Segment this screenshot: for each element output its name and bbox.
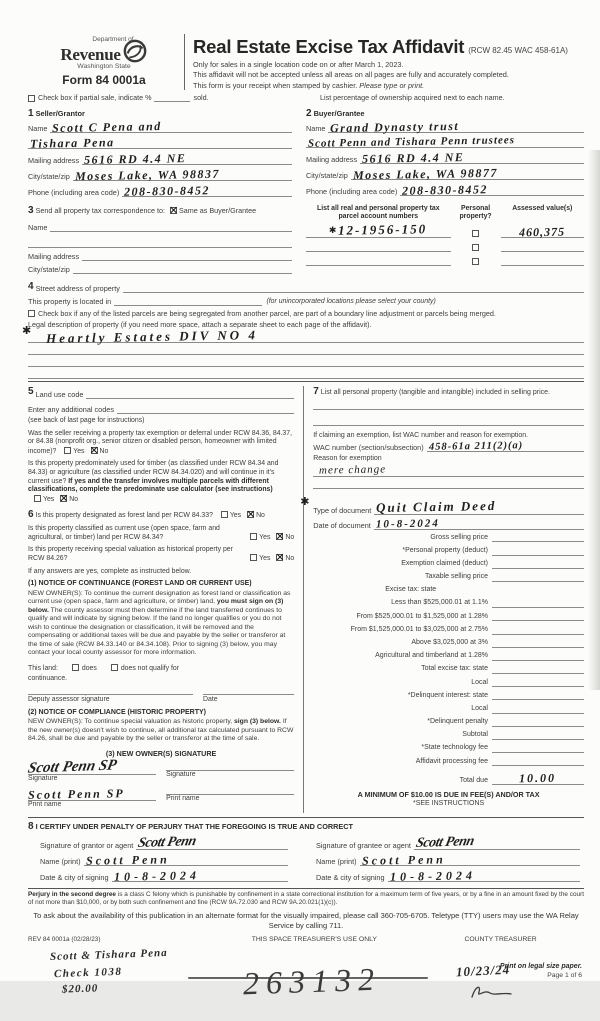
fee-field-exemption[interactable] <box>492 560 584 569</box>
buyer-city-label: City/state/zip <box>306 171 348 181</box>
question-exemption-deferral: Was the seller receiving a property tax exemption or deferral under RCW 84.36, 84.37, or 84.38 (nonprofit org., senior citizen or disabled person, homeowner with limited income)? Yes ✕ No <box>28 430 294 457</box>
fee-field-total-state[interactable] <box>492 665 584 674</box>
fee-field-gross[interactable] <box>492 533 584 542</box>
parcel-number-field-2[interactable] <box>306 242 451 252</box>
deputy-signature-field[interactable]: Deputy assessor signature <box>28 694 193 705</box>
type-of-document-label: Type of document <box>313 505 372 515</box>
buyer-mailing-field[interactable] <box>360 150 584 167</box>
personal-property-checkbox-2[interactable] <box>472 244 479 251</box>
land-use-label: Land use code <box>35 389 84 399</box>
partial-sale-checkbox[interactable] <box>28 95 35 102</box>
owner2-printname-label: Print name <box>166 794 200 802</box>
fee-label: Affidavit processing fee <box>415 757 488 765</box>
scan-edge-artifact <box>588 150 600 690</box>
same-as-buyer-checkbox[interactable] <box>170 207 177 214</box>
fee-label: *Personal property (deduct) <box>402 546 488 554</box>
parcel-col1-header: List all real and personal property tax parcel account numbers <box>317 205 440 221</box>
ownership-percentage-note: List percentage of ownership acquired next to each name. <box>320 92 505 102</box>
treasurer-signature <box>468 983 514 1001</box>
total-due-value: 10.00 <box>519 770 557 785</box>
minimum-due-note: A MINIMUM OF $10.00 IS DUE IN FEE(S) AND/OR TAX <box>357 789 540 799</box>
seller-phone-field[interactable] <box>122 183 292 200</box>
corr-city-label: City/state/zip <box>28 264 70 274</box>
legal-star-mark: ✱ <box>22 325 32 338</box>
assessed-value-field-3[interactable] <box>501 256 584 266</box>
grantee-name-field[interactable] <box>360 852 580 869</box>
same-as-buyer-label: Same as Buyer/Grantee <box>179 206 257 216</box>
exemption-intro: If claiming an exemption, list WAC number and reason for exemption. <box>313 431 529 439</box>
fee-label: Above $3,025,000 at 3% <box>411 638 488 646</box>
personal-property-line-2[interactable] <box>313 418 584 426</box>
date-of-document-field[interactable] <box>374 518 584 531</box>
deputy-date-field[interactable]: Date <box>203 694 294 705</box>
section1-number: 1 <box>28 107 34 119</box>
section5-number: 5 <box>28 386 34 398</box>
header-instruction-1: Only for sales in a single location code on or after March 1, 2023. <box>193 59 404 69</box>
grantor-signature-value: Scott Penn <box>136 834 198 852</box>
fee-label: *Delinquent interest: state <box>407 691 488 699</box>
corr-name-label: Name <box>28 222 48 232</box>
fee-label: *Delinquent penalty <box>427 718 488 726</box>
corr-mailing-field[interactable] <box>82 251 292 261</box>
section-certification <box>28 817 584 886</box>
legal-blank-line-2[interactable] <box>28 359 584 367</box>
seller-heading: Seller/Grantor <box>35 108 85 118</box>
fee-label: Total due <box>459 776 488 784</box>
parcel-row <box>306 242 584 252</box>
section-buyer <box>306 108 584 201</box>
fee-label: Local <box>471 678 488 686</box>
agency-block <box>28 34 180 90</box>
fee-field-personal[interactable] <box>492 547 584 556</box>
buyer-mailing-value: 5616 RD 4.4 NE <box>361 150 465 167</box>
left-column <box>28 386 303 812</box>
continuance-row: This land: does does not qualify for <box>28 664 180 672</box>
section4-number: 4 <box>28 280 34 292</box>
dor-logo-icon <box>122 38 148 64</box>
question-current-use: Is this property classified as current use (open space, farm and agricultural, or timber) land per RCW 84.34? Yes ✕ No <box>28 525 294 542</box>
historical-yes-checkbox[interactable] <box>250 554 257 561</box>
current-use-no-checkbox[interactable] <box>276 533 283 540</box>
section6-number: 6 <box>28 508 34 520</box>
fee-label: Total excise tax: state <box>421 665 488 673</box>
fee-field-processing[interactable] <box>492 757 584 766</box>
header-instruction-2: This affidavit will not be accepted unless all areas on all pages are fully and accurately completed. <box>193 70 509 80</box>
header-instruction-3: This form is your receipt when stamped by cashier. Please type or print. <box>193 80 425 90</box>
seller-phone-value: 208-830-8452 <box>124 183 211 200</box>
correspondence-label: Send all property tax correspondence to: <box>35 206 166 216</box>
partial-sold-label: sold. <box>193 92 209 102</box>
corr-city-field[interactable] <box>73 264 292 274</box>
assessed-value-field-2[interactable] <box>501 242 584 252</box>
owner-printname-value: Scott Penn SP <box>27 785 125 802</box>
new-owner-signature-title: (3) NEW OWNER(S) SIGNATURE <box>105 748 217 758</box>
grantor-date-field[interactable] <box>112 868 288 885</box>
fee-field-local1[interactable] <box>492 678 584 687</box>
grantee-signature-value: Scott Penn <box>414 834 476 852</box>
county-treasurer-label: COUNTY TREASURER <box>464 936 537 944</box>
does-not-checkbox[interactable] <box>111 664 118 671</box>
seller-mailing-field[interactable] <box>82 151 292 168</box>
buyer-name2-field[interactable] <box>306 134 584 151</box>
street-address-label: Street address of property <box>35 284 120 294</box>
page-indicator: Page 1 of 6 <box>547 972 582 980</box>
seller-name-value: Scott C Pena and <box>52 119 163 136</box>
located-label: This property is located in <box>28 297 112 307</box>
see-instructions-note: *SEE INSTRUCTIONS <box>413 799 485 807</box>
treasurer-date: 10/23/24 <box>455 961 511 979</box>
header <box>28 34 584 90</box>
parcel-number-field-3[interactable] <box>306 256 451 266</box>
located-field[interactable] <box>114 296 262 306</box>
perjury-statement: Perjury in the second degree is a class C felony which is punishable by confinement in a state correctional institution for a maximum term of five years, or by a fine in an amount fixed by the court of not more than $10,000, or by both such confinement and fine (RCW 9A.72.030 and RCW 9A.20.021(1)(c)). <box>28 888 584 907</box>
buyer-name-label: Name <box>306 124 326 134</box>
fee-field-rate1[interactable] <box>492 599 584 608</box>
fee-label: From $1,525,000.01 to $3,025,000 at 2.75% <box>350 625 488 633</box>
corr-extra-field[interactable] <box>28 238 292 248</box>
fee-field-delinq-int[interactable] <box>492 691 584 700</box>
grantee-sig-label: Signature of grantee or agent <box>316 841 411 851</box>
answers-yes-note: If any answers are yes, complete as instructed below. <box>28 567 192 575</box>
seller-phone-label: Phone (including area code) <box>28 188 120 198</box>
seller-city-label: City/state/zip <box>28 172 70 182</box>
fee-label: Subtotal <box>462 731 488 739</box>
fee-field-rate2[interactable] <box>492 612 584 621</box>
grantor-name-value: Scott Penn <box>85 852 170 869</box>
treasurer-note-amount: $20.00 <box>61 981 99 996</box>
owner-signature-label: Signature <box>28 774 58 782</box>
grantor-sig-label: Signature of grantor or agent <box>40 841 134 851</box>
section-correspondence <box>28 205 306 277</box>
receipt-number-stamp: 263132 <box>242 960 382 1001</box>
question-historical: Is this property receiving special valuation as historical property per RCW 84.26? Yes ✕ No <box>28 546 294 563</box>
new-owner-signature-grid <box>28 759 294 813</box>
reason-value: mere change <box>319 463 387 477</box>
owner-signature-value: Scott Penn SP <box>26 757 119 777</box>
section7-number: 7 <box>313 386 319 398</box>
certify-statement: I CERTIFY UNDER PENALTY OF PERJURY THAT THE FOREGOING IS TRUE AND CORRECT <box>35 821 353 831</box>
treasurer-note-check: Check 1038 <box>53 965 123 980</box>
section-property <box>22 280 584 380</box>
exemption-no-checkbox[interactable] <box>91 447 98 454</box>
seller-name2-field[interactable] <box>28 135 292 152</box>
additional-codes-label: Enter any additional codes <box>28 404 114 414</box>
buyer-city-value: Moses Lake, WA 98877 <box>352 166 498 183</box>
reason-label: Reason for exemption <box>313 455 382 463</box>
type-of-document-field[interactable] <box>374 499 584 515</box>
header-divider <box>184 34 185 90</box>
grantee-name-label: Name (print) <box>316 857 357 867</box>
personal-property-line-1[interactable] <box>313 402 584 410</box>
assessed-value-field[interactable] <box>501 225 584 238</box>
buyer-phone-value: 208-830-8452 <box>402 182 489 199</box>
owner-printname-field[interactable] <box>28 787 156 802</box>
section3-number: 3 <box>28 205 34 217</box>
excise-tax-header: Excise tax: state <box>385 586 437 594</box>
this-land-label: This land: <box>28 664 58 672</box>
current-use-yes-checkbox[interactable] <box>250 533 257 540</box>
corr-mailing-label: Mailing address <box>28 251 80 261</box>
buyer-heading: Buyer/Grantee <box>313 108 365 118</box>
notice1-body: NEW OWNER(S): To continue the current designation as forest land or classification as current use (open space, farm and agriculture, or timber) land, you must sign on (3) below. The county assessor must then determine if the land transferred continues to qualify and will indicate by signing below. If the land no longer qualifies or you do not wish to continue the designation or classification, it will be removed and the compensating or additional taxes will be due and payable by the seller or transferor at the time of sale (RCW 84.33.140 or 84.34.108). Prior to signing (3) below, you may contact your local county assessor for more information. <box>28 589 291 657</box>
grantor-signature-field[interactable] <box>136 835 288 850</box>
date-of-document-label: Date of document <box>313 521 371 531</box>
fee-label: Less than $525,000.01 at 1.1% <box>391 599 488 607</box>
buyer-name2-value: Scott Penn and Tishara Penn trustees <box>307 134 516 151</box>
agency-small-label: Department of <box>92 36 134 43</box>
rev-number: REV 84 0001a (02/28/23) <box>28 936 101 944</box>
fee-label: Gross selling price <box>430 533 488 541</box>
fee-field-total-due[interactable] <box>492 771 584 786</box>
partial-sale-row <box>28 93 584 102</box>
partial-percent-field[interactable] <box>154 93 190 102</box>
buyer-mailing-label: Mailing address <box>306 155 358 165</box>
agency-sub-label: Washington State <box>77 63 131 71</box>
deputy-row <box>28 694 294 705</box>
notice1-title: (1) NOTICE OF CONTINUANCE (FOREST LAND OR CURRENT USE) <box>28 580 252 588</box>
street-address-field[interactable] <box>123 283 584 293</box>
type-star-mark: ✱ <box>300 495 310 508</box>
buyer-city-field[interactable] <box>351 166 584 183</box>
fee-label: From $525,000.01 to $1,525,000 at 1.28% <box>356 612 488 620</box>
notice2-title: (2) NOTICE OF COMPLIANCE (HISTORIC PROPERTY) <box>28 708 206 716</box>
segregated-label: Check box if any of the listed parcels are being segregated from another parcel, are part of a boundary line adjustment or parcels being merged. <box>38 309 496 319</box>
section2-number: 2 <box>306 107 312 119</box>
parcel-col2-header: Personal property? <box>459 205 492 221</box>
fee-field-taxable[interactable] <box>492 573 584 582</box>
fee-label: Agricultural and timberland at 1.28% <box>375 652 488 660</box>
grantee-signature-field[interactable] <box>414 835 580 850</box>
fee-label: *State technology fee <box>421 744 488 752</box>
grantee-date-label: Date & city of signing <box>316 873 385 883</box>
grantor-date-label: Date & city of signing <box>40 873 109 883</box>
land-use-field[interactable] <box>86 389 294 399</box>
fee-label: Exemption claimed (deduct) <box>401 560 488 568</box>
grantor-name-label: Name (print) <box>40 857 81 867</box>
print-legal-note: Print on legal size paper. <box>499 962 582 970</box>
predominate-no-checkbox[interactable] <box>60 495 67 502</box>
footer-row <box>28 936 584 944</box>
treasurer-space-label: THIS SPACE TREASURER'S USE ONLY <box>251 936 377 944</box>
fee-field-local2[interactable] <box>492 705 584 714</box>
owner-signature-field[interactable] <box>28 759 156 775</box>
parcel-row <box>306 256 584 266</box>
parcel-number-field[interactable] <box>306 222 451 237</box>
legal-blank-line-3[interactable] <box>28 371 584 379</box>
parcel-table <box>306 205 584 277</box>
fee-field-rate3[interactable] <box>492 626 584 635</box>
seller-mailing-label: Mailing address <box>28 156 80 166</box>
buyer-name-value: Grand Dynasty trust <box>330 119 460 136</box>
seller-name-label: Name <box>28 124 48 134</box>
personal-property-checkbox-3[interactable] <box>472 258 479 265</box>
parcel-row <box>306 222 584 237</box>
section7-label-row: 7 List all personal property (tangible and intangible) included in selling price. <box>313 386 550 398</box>
corr-name-field[interactable] <box>50 222 292 232</box>
seller-name-field[interactable] <box>50 119 292 136</box>
located-field-2[interactable] <box>436 296 584 306</box>
grantee-date-value: 10-8-2024 <box>389 868 476 885</box>
forest-no-checkbox[interactable] <box>247 511 254 518</box>
legal-description-label: Legal description of property (if you need more space, attach a separate sheet to each page of the affidavit). <box>28 320 372 330</box>
form-number: Form 84 0001a <box>62 72 146 87</box>
seller-city-field[interactable] <box>73 167 292 184</box>
seller-name2-value: Tishara Pena <box>29 135 115 152</box>
notice2-body: NEW OWNER(S): To continue special valuation as historic property, sign (3) below. If the new owner(s) doesn't wish to continue, all additional tax calculated pursuant to RCW 84.26, shall be due and payable by the seller or transferor at the time of sale. <box>28 718 294 743</box>
fee-field-rate4[interactable] <box>492 639 584 648</box>
owner2-signature-label: Signature <box>166 770 196 778</box>
section8-number: 8 <box>28 820 34 832</box>
fee-field-agtimber[interactable] <box>492 652 584 661</box>
fee-label: Local <box>471 704 488 712</box>
wac-value: 458-61a 211(2)(a) <box>428 439 524 453</box>
grantee-date-field[interactable] <box>388 868 580 885</box>
grantee-name-value: Scott Penn <box>361 852 446 869</box>
fee-field-tech[interactable] <box>492 744 584 753</box>
assessed-value: 460,375 <box>519 224 566 239</box>
fee-field-delinq-pen[interactable] <box>492 718 584 727</box>
does-checkbox[interactable] <box>72 664 79 671</box>
additional-codes-note: (see back of last page for instructions) <box>28 416 145 424</box>
partial-sale-label: Check box if partial sale, indicate % <box>38 92 152 102</box>
buyer-name-field[interactable] <box>328 119 584 136</box>
additional-codes-field[interactable] <box>117 404 294 414</box>
buyer-phone-field[interactable] <box>400 182 584 199</box>
legal-blank-line-1[interactable] <box>28 347 584 355</box>
parcel-col3-header: Assessed value(s) <box>512 205 573 213</box>
reason-blank-line[interactable] <box>313 481 584 489</box>
seller-mailing-value: 5616 RD 4.4 NE <box>83 151 187 168</box>
continuance-label: continuance. <box>28 675 68 683</box>
seller-city-value: Moses Lake, WA 98837 <box>74 167 220 184</box>
buyer-phone-label: Phone (including area code) <box>306 187 398 197</box>
question-forest-land: 6 Is this property designated as forest land per RCW 84.33? Yes ✕ No <box>28 509 294 522</box>
agency-name: Revenue <box>60 45 121 65</box>
question-predominate-use: Is this property predominately used for timber (as classified under RCW 84.34 and 84.33) or agriculture (as classified under RCW 84.34.020) and will continue in it's current use? If yes and the transfer involves multiple parcels with different classifications, complete the predominate use calculator (see instructions) Yes ✕ No <box>28 460 294 504</box>
treasurer-area <box>28 945 584 1021</box>
type-of-document-value: Quit Claim Deed <box>376 497 497 516</box>
title-rcw-reference: (RCW 82.45 WAC 458-61A) <box>468 46 568 55</box>
owner2-printname-field[interactable] <box>166 783 294 795</box>
fee-field-subtotal[interactable] <box>492 731 584 740</box>
right-column <box>300 386 584 812</box>
personal-property-checkbox-1[interactable] <box>472 230 479 237</box>
page-title: Real Estate Excise Tax Affidavit <box>193 36 465 57</box>
grantor-date-value: 10-8-2024 <box>113 868 200 885</box>
reason-field[interactable] <box>313 464 584 477</box>
predominate-yes-checkbox[interactable] <box>34 495 41 502</box>
date-of-document-value: 10-8-2024 <box>375 517 440 531</box>
wac-field[interactable] <box>427 441 584 453</box>
historical-no-checkbox[interactable] <box>276 554 283 561</box>
owner2-signature-field[interactable] <box>166 759 294 771</box>
treasurer-note-name: Scott & Tishara Pena <box>49 946 168 963</box>
wac-label: WAC number (section/subsection) <box>313 443 424 453</box>
exemption-yes-checkbox[interactable] <box>64 447 71 454</box>
grantor-name-field[interactable] <box>84 852 288 869</box>
located-note: (for unincorporated locations please select your county) <box>266 297 436 305</box>
forest-yes-checkbox[interactable] <box>221 511 228 518</box>
parcel-star-mark: ✱ <box>328 225 337 236</box>
legal-description-value: Heartly Estates DIV NO 4 <box>45 327 259 347</box>
owner-printname-label: Print name <box>28 801 62 809</box>
section-seller <box>28 108 306 201</box>
accessibility-statement: To ask about the availability of this publication in an alternate format for the visually impaired, please call 360-705-6705. Teletype (TTY) users may use the WA Relay Service by calling 711. <box>33 911 579 930</box>
fee-label: Taxable selling price <box>424 573 488 581</box>
parcel-number-value: 12-1956-150 <box>338 221 428 239</box>
segregated-checkbox[interactable] <box>28 310 35 317</box>
